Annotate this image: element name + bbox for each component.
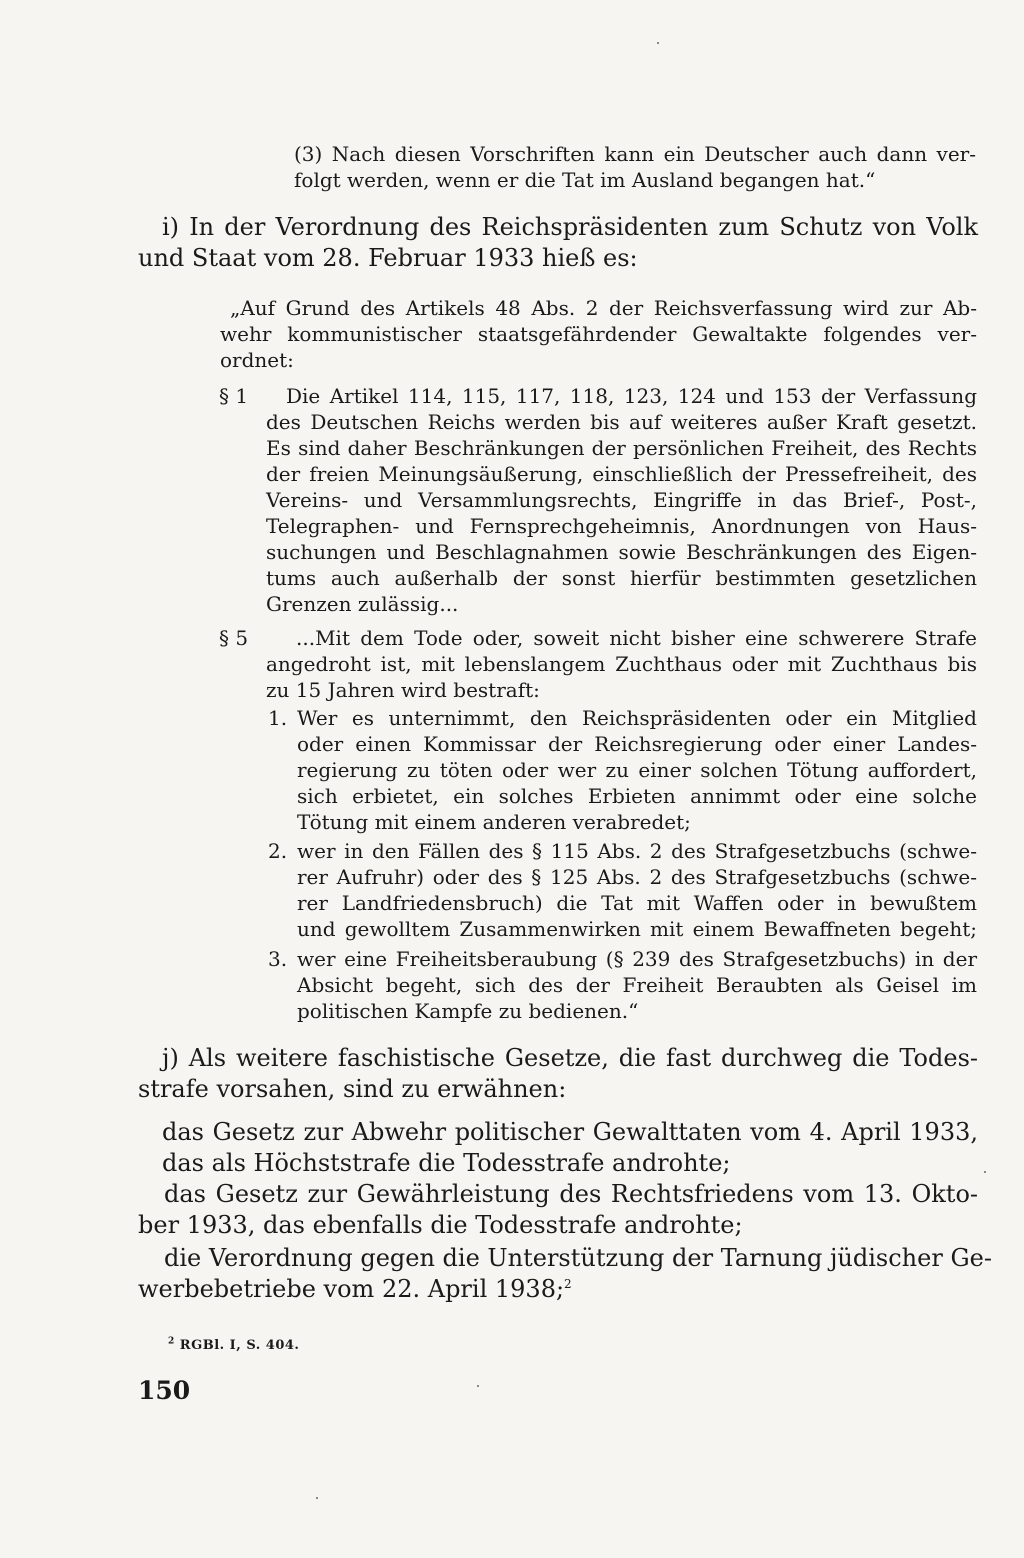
footnote-ref: 2 (564, 1277, 572, 1291)
list-item-number: 2. (268, 839, 288, 863)
text-line: rer Aufruhr) oder des § 125 Abs. 2 des Strafgesetzbuchs (schwe- (297, 865, 977, 889)
text-line: ber 1933, das ebenfalls die Todesstrafe androhte; (138, 1211, 743, 1239)
scan-speck (657, 42, 659, 44)
scan-speck (477, 1385, 479, 1387)
paragraph-1-body (266, 383, 977, 617)
text-line-content: werbebetriebe vom 22. April 1938; (138, 1275, 565, 1303)
text-line: (3) Nach diesen Vorschriften kann ein Deutscher auch dann ver- (294, 142, 976, 166)
text-line: Grenzen zulässig... (266, 592, 459, 616)
text-line: suchungen und Beschlagnahmen sowie Beschränkungen des Eigen- (266, 540, 977, 564)
text-line: die Verordnung gegen die Unterstützung der Tarnung jüdischer Ge- (164, 1244, 992, 1272)
section-i-paragraph (138, 212, 978, 274)
paragraph-5-body (266, 625, 977, 703)
footnote (168, 1338, 299, 1353)
text-line: Es sind daher Beschränkungen der persönlichen Freiheit, des Rechts (266, 436, 977, 460)
quote-paragraph-3 (294, 141, 976, 193)
text-line (138, 1274, 978, 1305)
text-line: i) In der Verordnung des Reichspräsidenten zum Schutz von Volk (162, 213, 978, 241)
text-line: Die Artikel 114, 115, 117, 118, 123, 124 und 153 der Verfassung (286, 384, 977, 408)
list-item-number: 1. (268, 706, 288, 730)
text-line: das Gesetz zur Gewährleistung des Rechtsfriedens vom 13. Okto- (164, 1180, 978, 1208)
text-line: das Gesetz zur Abwehr politischer Gewalttaten vom 4. April 1933, (162, 1118, 978, 1146)
text-line: „Auf Grund des Artikels 48 Abs. 2 der Reichsverfassung wird zur Ab- (230, 296, 977, 320)
law-entry-2 (138, 1179, 978, 1241)
text-line: rer Landfriedensbruch) die Tat mit Waffen oder in bewußtem (297, 891, 977, 915)
text-line: oder einen Kommissar der Reichsregierung oder einer Landes- (297, 732, 977, 756)
law-entry-3 (138, 1243, 992, 1305)
text-line: politischen Kampfe zu bedienen.“ (297, 999, 639, 1023)
scan-speck (316, 1497, 318, 1499)
text-line: Tötung mit einem anderen verabredet; (297, 810, 691, 834)
footnote-mark: 2 (168, 1336, 175, 1347)
text-line: Vereins- und Versammlungsrechts, Eingriffe in das Brief-, Post-, (266, 488, 977, 512)
text-line: und gewolltem Zusammenwirken mit einem Bewaffneten begeht; (297, 917, 977, 941)
section-j-paragraph (138, 1043, 978, 1105)
text-line: folgt werden, wenn er die Tat im Ausland begangen hat.“ (294, 168, 876, 192)
list-item-number: 3. (268, 947, 288, 971)
list-item-2 (297, 838, 977, 942)
text-line: ...Mit dem Tode oder, soweit nicht bisher eine schwerere Strafe (296, 626, 977, 650)
paragraph-label-1: § 1 (219, 384, 249, 408)
text-line: tums auch außerhalb der sonst hierfür bestimmten gesetzlichen (266, 566, 977, 590)
list-item-1 (297, 705, 977, 835)
text-line: wer eine Freiheitsberaubung (§ 239 des Strafgesetzbuchs) in der (297, 947, 977, 971)
footnote-text: RGBl. I, S. 404. (179, 1338, 300, 1353)
text-line: Telegraphen- und Fernsprechgeheimnis, Anordnungen von Haus- (266, 514, 977, 538)
text-line: sich erbietet, ein solches Erbieten annimmt oder eine solche (297, 784, 977, 808)
text-line: ordnet: (220, 348, 294, 372)
text-line: und Staat vom 28. Februar 1933 hieß es: (138, 244, 638, 272)
scan-speck (984, 1171, 986, 1173)
law-entry-1 (138, 1117, 978, 1179)
text-line: regierung zu töten oder wer zu einer solchen Tötung auffordert, (297, 758, 977, 782)
text-line: strafe vorsahen, sind zu erwähnen: (138, 1075, 567, 1103)
text-line: Wer es unternimmt, den Reichspräsidenten oder ein Mitglied (297, 706, 977, 730)
text-line: des Deutschen Reichs werden bis auf weiteres außer Kraft gesetzt. (266, 410, 977, 434)
text-line: der freien Meinungsäußerung, einschließlich der Pressefreiheit, des (266, 462, 977, 486)
page-number: 150 (138, 1376, 191, 1405)
text-line: Absicht begeht, sich des der Freiheit Beraubten als Geisel im (297, 973, 977, 997)
text-line: zu 15 Jahren wird bestraft: (266, 678, 540, 702)
paragraph-label-5: § 5 (219, 626, 249, 650)
text-line: wer in den Fällen des § 115 Abs. 2 des Strafgesetzbuchs (schwe- (297, 839, 977, 863)
text-line: wehr kommunistischer staatsgefährdender Gewaltakte folgendes ver- (220, 322, 977, 346)
text-line: angedroht ist, mit lebenslangem Zuchthaus oder mit Zuchthaus bis (266, 652, 977, 676)
text-line: j) Als weitere faschistische Gesetze, die fast durchweg die Todes- (162, 1044, 978, 1072)
decree-intro (220, 295, 977, 373)
text-line: das als Höchststrafe die Todesstrafe androhte; (162, 1149, 731, 1177)
list-item-3 (297, 946, 977, 1024)
